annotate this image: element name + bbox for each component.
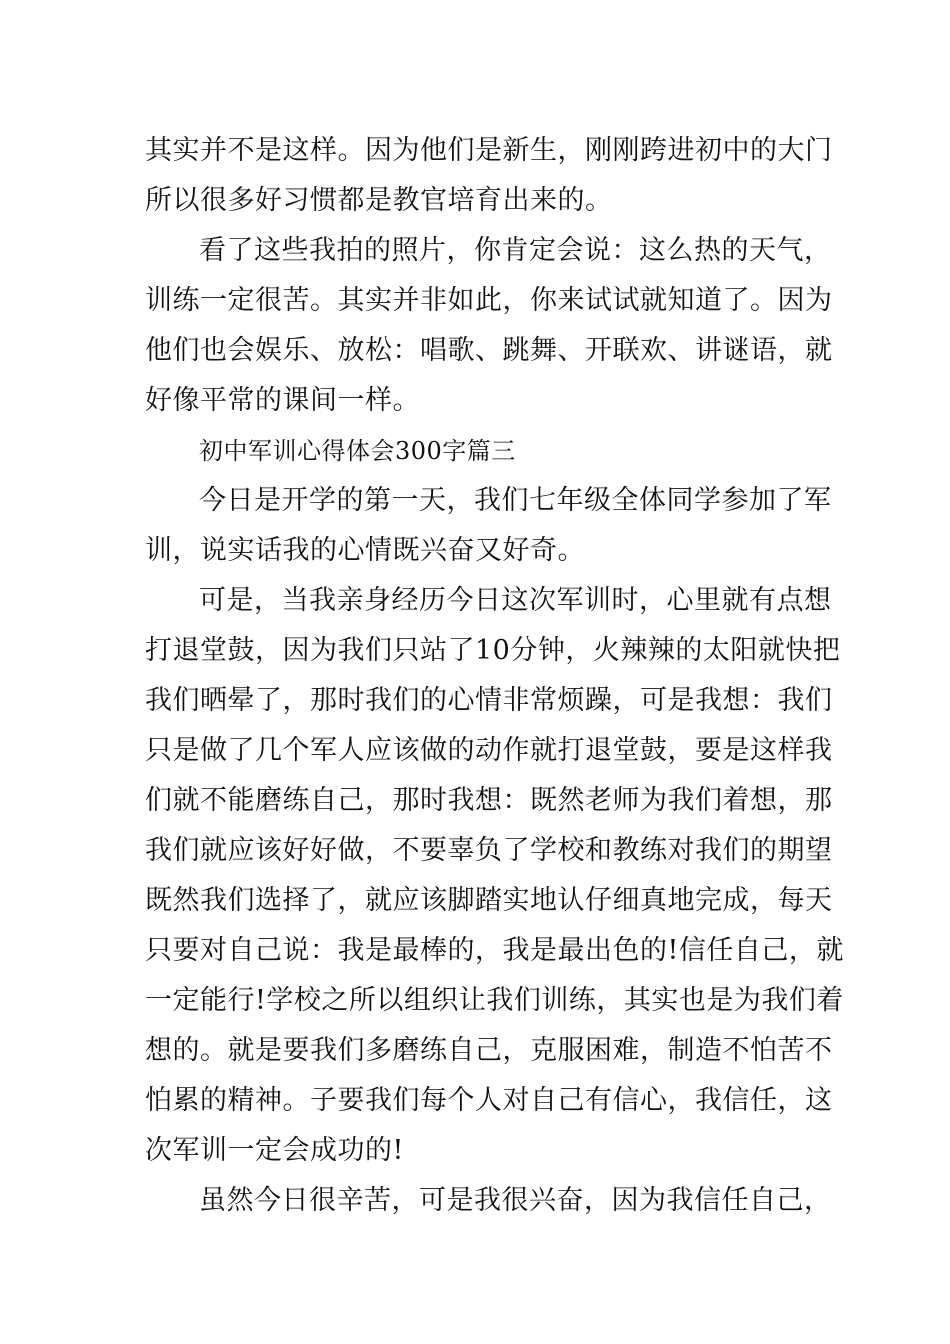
paragraph-line: 可是，当我亲身经历今日这次军训时，心里就有点想 (199, 585, 832, 616)
paragraph-line: 今日是开学的第一天，我们七年级全体同学参加了军 (199, 485, 832, 516)
paragraph-line: 看了这些我拍的照片，你肯定会说：这么热的天气， (199, 235, 832, 266)
paragraph-line: 们就不能磨练自己，那时我想：既然老师为我们着想，那 (145, 785, 833, 816)
paragraph-line: 其实并不是这样。因为他们是新生，刚刚跨进初中的大门 (145, 135, 833, 166)
paragraph-line: 训，说实话我的心情既兴奋又好奇。 (145, 535, 585, 566)
paragraph-line: 只要对自己说：我是最棒的，我是最出色的!信任自己，就 (145, 935, 844, 966)
paragraph-line: 想的。就是要我们多磨练自己，克服困难，制造不怕苦不 (145, 1035, 833, 1066)
paragraph-line: 我们就应该好好做，不要辜负了学校和教练对我们的期望 (145, 835, 833, 866)
paragraph-line: 所以很多好习惯都是教官培育出来的。 (145, 185, 613, 216)
paragraph-line: 他们也会娱乐、放松：唱歌、跳舞、开联欢、讲谜语，就 (145, 335, 833, 366)
paragraph-line: 既然我们选择了，就应该脚踏实地认仔细真地完成，每天 (145, 885, 833, 916)
section-heading: 初中军训心得体会300字篇三 (199, 437, 516, 465)
paragraph-line: 只是做了几个军人应该做的动作就打退堂鼓，要是这样我 (145, 735, 833, 766)
paragraph-line: 次军训一定会成功的! (145, 1135, 404, 1166)
paragraph-line: 打退堂鼓，因为我们只站了10分钟，火辣辣的太阳就快把 (145, 635, 841, 666)
paragraph-line: 好像平常的课间一样。 (145, 385, 420, 416)
paragraph-line: 一定能行!学校之所以组织让我们训练，其实也是为我们着 (145, 985, 844, 1016)
paragraph-line: 我们晒晕了，那时我们的心情非常烦躁，可是我想：我们 (145, 685, 833, 716)
paragraph-line: 怕累的精神。子要我们每个人对自己有信心，我信任，这 (145, 1085, 833, 1116)
paragraph-line: 训练一定很苦。其实并非如此，你来试试就知道了。因为 (145, 285, 833, 316)
paragraph-line: 虽然今日很辛苦，可是我很兴奋，因为我信任自己， (199, 1185, 832, 1216)
